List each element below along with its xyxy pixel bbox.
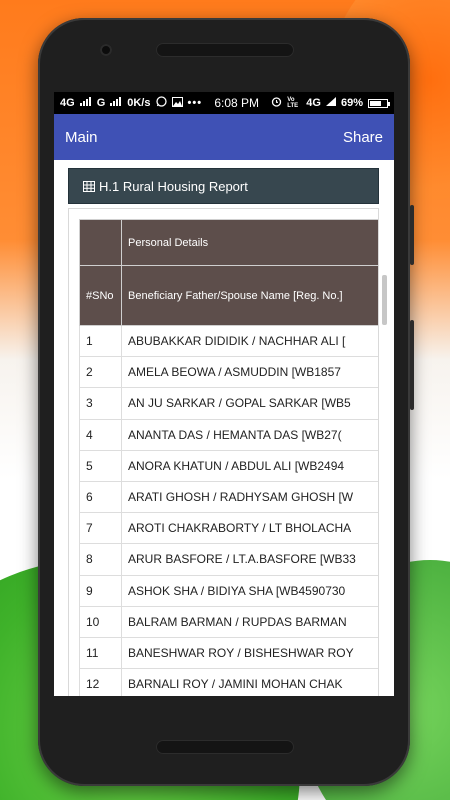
table-row[interactable]	[80, 357, 380, 388]
row-sno: 4	[80, 419, 122, 450]
row-beneficiary-name: ANORA KHATUN / ABDUL ALI [WB2494	[122, 450, 380, 481]
row-beneficiary-name: BALRAM BARMAN / RUPDAS BARMAN	[122, 606, 380, 637]
row-sno: 12	[80, 669, 122, 696]
volume-button	[410, 205, 414, 265]
table-row[interactable]	[80, 481, 380, 512]
row-sno: 9	[80, 575, 122, 606]
table-scrollbar[interactable]	[382, 275, 387, 325]
main-menu-button[interactable]: Main	[65, 128, 98, 146]
power-button	[410, 320, 414, 410]
volte-label: Vo LTE	[287, 97, 299, 109]
row-sno: 1	[80, 326, 122, 357]
whatsapp-icon	[156, 96, 167, 110]
row-sno: 2	[80, 357, 122, 388]
header-personal-details: Personal Details	[122, 220, 380, 266]
header-empty-cell	[80, 220, 122, 266]
row-sno: 7	[80, 513, 122, 544]
table-row[interactable]	[80, 637, 380, 668]
image-icon	[172, 97, 183, 110]
network-g-label: G	[96, 97, 106, 109]
row-sno: 8	[80, 544, 122, 575]
screen	[54, 92, 394, 696]
row-beneficiary-name: BARNALI ROY / JAMINI MOHAN CHAK	[122, 669, 380, 696]
share-button[interactable]: Share	[342, 128, 383, 146]
row-sno: 11	[80, 637, 122, 668]
table-row[interactable]	[80, 575, 380, 606]
table-row[interactable]	[80, 326, 380, 357]
table-row[interactable]	[80, 450, 380, 481]
table-row[interactable]	[80, 388, 380, 419]
battery-percent: 69%	[340, 97, 363, 109]
clock: 6:08 PM	[214, 96, 260, 110]
row-beneficiary-name: ASHOK SHA / BIDIYA SHA [WB4590730	[122, 575, 380, 606]
table-row[interactable]	[80, 669, 380, 696]
row-sno: 5	[80, 450, 122, 481]
table-icon	[83, 181, 95, 192]
row-sno: 3	[80, 388, 122, 419]
row-beneficiary-name: AN JU SARKAR / GOPAL SARKAR [WB5	[122, 388, 380, 419]
row-beneficiary-name: BANESHWAR ROY / BISHESHWAR ROY	[122, 637, 380, 668]
row-beneficiary-name: AMELA BEOWA / ASMUDDIN [WB1857	[122, 357, 380, 388]
bottom-speaker	[156, 740, 294, 754]
signal-icon	[80, 97, 92, 109]
front-camera	[100, 44, 112, 56]
alarm-icon	[271, 96, 282, 110]
report-table	[79, 219, 379, 696]
table-row[interactable]	[80, 513, 380, 544]
table-row[interactable]	[80, 544, 380, 575]
table-row[interactable]	[80, 606, 380, 637]
signal-icon-2	[110, 97, 122, 109]
battery-icon	[368, 99, 388, 108]
row-sno: 6	[80, 481, 122, 512]
table-body	[80, 326, 380, 697]
report-title: H.1 Rural Housing Report	[99, 178, 248, 194]
report-header	[68, 168, 379, 204]
row-beneficiary-name: ARUR BASFORE / LT.A.BASFORE [WB33	[122, 544, 380, 575]
row-sno: 10	[80, 606, 122, 637]
signal-icon-3	[326, 97, 336, 109]
table-row[interactable]	[80, 419, 380, 450]
row-beneficiary-name: ABUBAKKAR DIDIDIK / NACHHAR ALI [	[122, 326, 380, 357]
network-4g-label: 4G	[60, 97, 75, 109]
row-beneficiary-name: ANANTA DAS / HEMANTA DAS [WB27(	[122, 419, 380, 450]
row-beneficiary-name: AROTI CHAKRABORTY / LT BHOLACHA	[122, 513, 380, 544]
data-speed: 0K/s	[127, 97, 151, 109]
header-beneficiary-name: Beneficiary Father/Spouse Name [Reg. No.]	[122, 266, 380, 326]
app-bar	[54, 114, 394, 160]
top-speaker	[156, 43, 294, 57]
content	[54, 160, 394, 696]
more-icon: •••	[187, 97, 203, 109]
network-4g-label-2: 4G	[306, 97, 321, 109]
report-table-container[interactable]	[68, 208, 379, 696]
row-beneficiary-name: ARATI GHOSH / RADHYSAM GHOSH [W	[122, 481, 380, 512]
status-bar	[54, 92, 394, 114]
header-sno: #SNo	[80, 266, 122, 326]
